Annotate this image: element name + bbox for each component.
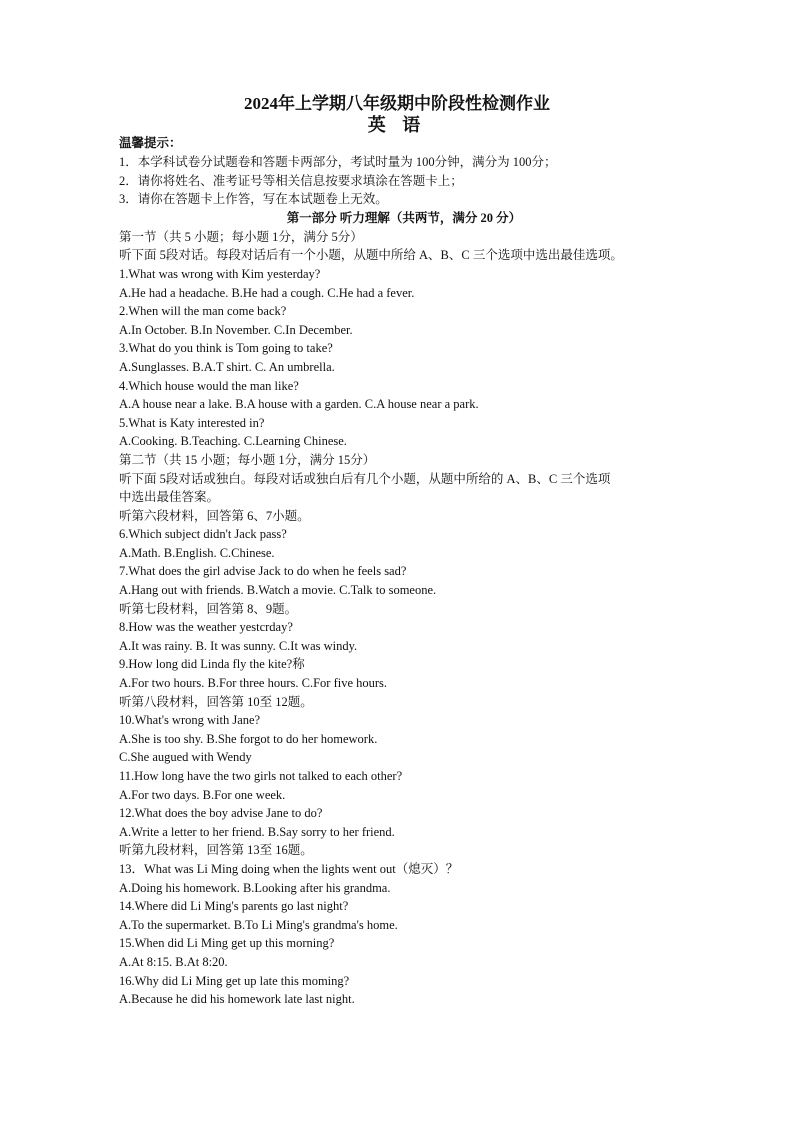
question-line: 4.Which house would the man like? <box>119 378 299 393</box>
options-line: A.Cooking. B.Teaching. C.Learning Chinese. <box>119 434 347 449</box>
tip-line: 1．本学科试卷分试题卷和答题卡两部分，考试时量为 100分钟，满分为 100分； <box>119 155 557 169</box>
options-line: A.Sunglasses. B.A.T shirt. C. An umbrella. <box>119 359 335 374</box>
material-heading: 听第八段材料，回答第 10至 12题。 <box>119 694 313 709</box>
question-line: 1.What was wrong with Kim yesterday? <box>119 266 321 281</box>
options-line: A.At 8:15. B.At 8:20. <box>119 954 228 969</box>
options-line: A.Math. B.English. C.Chinese. <box>119 545 275 560</box>
question-line: 14.Where did Li Ming's parents go last night? <box>119 899 349 914</box>
part-heading: 第一部分 听力理解（共两节，满分 20 分） <box>286 210 522 225</box>
exam-body <box>119 134 689 1009</box>
question-line: 10.What's wrong with Jane? <box>119 713 261 728</box>
options-line: A.Hang out with friends. B.Watch a movie. C.Talk to someone. <box>119 583 437 598</box>
question-line: 15.When did Li Ming get up this morning? <box>119 936 335 951</box>
question-line: 5.What is Katy interested in? <box>119 415 265 430</box>
material-heading: 听第七段材料，回答第 8、9题。 <box>119 601 298 616</box>
options-line: A.For two hours. B.For three hours. C.For five hours. <box>119 676 388 691</box>
question-line: 7.What does the girl advise Jack to do when he feels sad? <box>119 564 407 579</box>
section-instructions: 听下面 5段对话或独白。每段对话或独白后有几个小题，从题中所给的 A、B、C 三个选项 <box>119 471 611 486</box>
material-heading: 听第九段材料，回答第 13至 16题。 <box>119 843 313 858</box>
question-line: 2.When will the man come back? <box>119 304 287 319</box>
section-instructions: 中选出最佳答案。 <box>119 490 220 505</box>
options-line: A.Because he did his homework late last night. <box>119 992 355 1007</box>
question-line: 16.Why did Li Ming get up late this moming? <box>119 973 350 988</box>
material-heading: 听第六段材料，回答第 6、7小题。 <box>119 508 310 523</box>
question-line: 8.How was the weather yestcrday? <box>119 620 293 635</box>
options-line: A.A house near a lake. B.A house with a garden. C.A house near a park. <box>119 397 479 412</box>
options-line: C.She augued with Wendy <box>119 750 252 765</box>
question-line: 11.How long have the two girls not talked to each other? <box>119 769 403 783</box>
question-line: 6.Which subject didn't Jack pass? <box>119 527 287 542</box>
exam-title: 2024年上学期八年级期中阶段性检测作业 <box>244 94 550 113</box>
section-heading: 第一节（共 5 小题；每小题 1分，满分 5分） <box>119 229 363 244</box>
exam-subject: 英 语 <box>367 115 427 135</box>
options-line: A.She is too shy. B.She forgot to do her homework. <box>119 731 378 746</box>
options-line: A.For two days. B.For one week. <box>119 787 286 802</box>
section-instructions: 听下面 5段对话。每段对话后有一个小题，从题中所给 A、B、C 三个选项中选出最佳选项。 <box>119 248 623 263</box>
question-line: 12.What does the boy advise Jane to do? <box>119 806 323 821</box>
tip-line: 2．请你将姓名、准考证号等相关信息按要求填涂在答题卡上； <box>119 173 463 188</box>
options-line: A.He had a headache. B.He had a cough. C.He had a fever. <box>119 285 415 300</box>
tips-heading: 温馨提示： <box>119 136 182 150</box>
tip-line: 3．请你在答题卡上作答，写在本试题卷上无效。 <box>119 192 388 207</box>
question-line: 9.How long did Linda fly the kite?称 <box>119 657 305 672</box>
options-line: A.Doing his homework. B.Looking after his grandma. <box>119 880 391 895</box>
options-line: A.In October. B.In November. C.In December. <box>119 322 353 337</box>
options-line: A.To the supermarket. B.To Li Ming's grandma's home. <box>119 917 398 932</box>
options-line: A.Write a letter to her friend. B.Say sorry to her friend. <box>119 824 395 839</box>
question-line: 13．What was Li Ming doing when the lights went out（熄灭）？ <box>119 861 459 876</box>
question-line: 3.What do you think is Tom going to take? <box>119 341 333 356</box>
options-line: A.It was rainy. B. It was sunny. C.It was windy. <box>119 638 358 653</box>
section-heading: 第二节（共 15 小题；每小题 1分，满分 15分） <box>119 452 376 467</box>
